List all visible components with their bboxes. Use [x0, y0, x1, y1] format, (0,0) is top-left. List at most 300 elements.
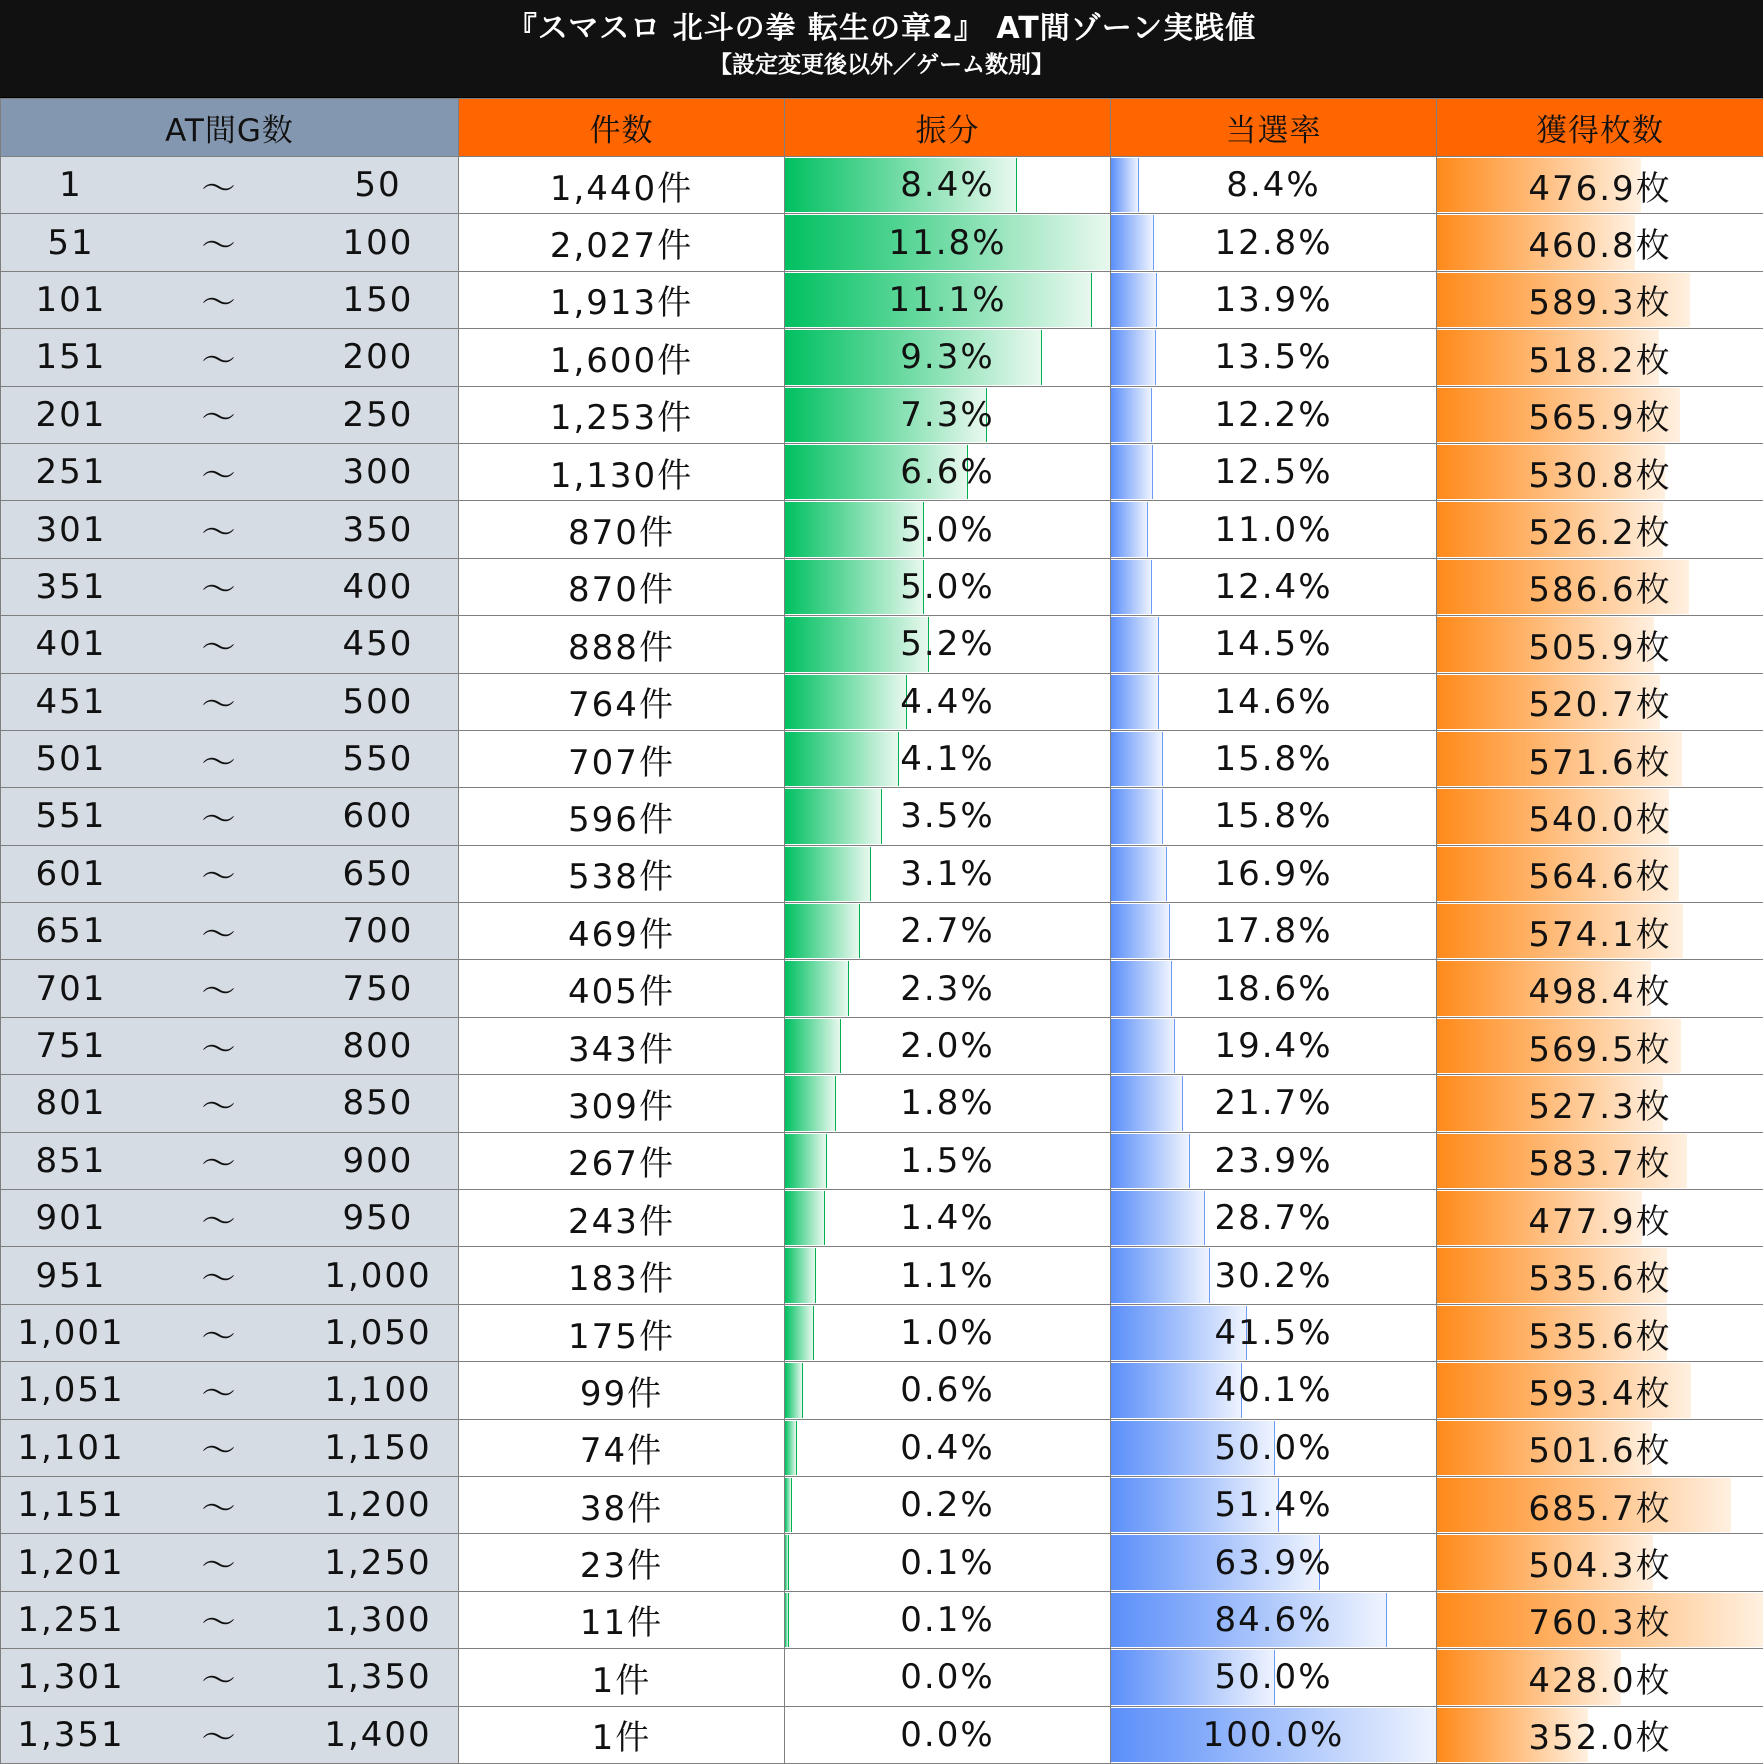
hit-rate-cell [1111, 1534, 1437, 1591]
header-coins: 獲得枚数 [1437, 99, 1763, 157]
distribution-cell-value: 11.8% [888, 223, 1006, 263]
hit-rate-cell [1111, 673, 1437, 730]
zone-table [0, 98, 1763, 1764]
count-cell: 1,253件 [459, 386, 785, 443]
range-cell [1, 214, 459, 271]
coins-cell-value: 428.0枚 [1528, 1661, 1671, 1701]
distribution-cell [785, 730, 1111, 787]
distribution-cell-value: 5.0% [900, 567, 994, 607]
distribution-bar [785, 1306, 814, 1360]
hit-rate-cell-value: 17.8% [1214, 911, 1332, 951]
table-row [1, 1132, 1763, 1189]
count-cell: 267件 [459, 1132, 785, 1189]
range-cell [1, 730, 459, 787]
range-tilde: ～ [190, 562, 250, 611]
table-row [1, 1017, 1763, 1074]
distribution-cell [785, 1649, 1111, 1706]
coins-cell [1437, 730, 1763, 787]
range-tilde: ～ [190, 333, 250, 382]
range-from: 1,151 [1, 1485, 141, 1525]
hit-rate-cell-value: 13.9% [1214, 280, 1332, 320]
hit-rate-cell [1111, 616, 1437, 673]
range-from: 651 [1, 911, 141, 951]
zone-table-body [1, 157, 1763, 1764]
range-cell [1, 1419, 459, 1476]
count-cell: 309件 [459, 1075, 785, 1132]
hit-rate-cell [1111, 845, 1437, 902]
coins-cell-value: 565.9枚 [1528, 398, 1671, 438]
range-to: 1,200 [298, 1485, 458, 1525]
hit-rate-bar [1111, 1248, 1210, 1302]
count-cell: 74件 [459, 1419, 785, 1476]
range-from: 1,101 [1, 1428, 141, 1468]
hit-rate-cell [1111, 1190, 1437, 1247]
count-cell: 596件 [459, 788, 785, 845]
coins-cell [1437, 1706, 1763, 1763]
range-from: 751 [1, 1026, 141, 1066]
range-tilde: ～ [190, 677, 250, 726]
range-tilde: ～ [190, 1022, 250, 1071]
hit-rate-bar [1111, 445, 1153, 499]
range-from: 101 [1, 280, 141, 320]
distribution-bar [785, 904, 860, 958]
range-to: 1,150 [298, 1428, 458, 1468]
count-cell: 764件 [459, 673, 785, 730]
range-values [1, 1194, 458, 1243]
range-tilde: ～ [190, 735, 250, 784]
range-from: 951 [1, 1256, 141, 1296]
distribution-cell [785, 386, 1111, 443]
range-cell [1, 1304, 459, 1361]
range-cell [1, 501, 459, 558]
range-to: 650 [298, 854, 458, 894]
range-values [1, 275, 458, 324]
hit-rate-cell-value: 12.8% [1214, 223, 1332, 263]
distribution-cell [785, 1132, 1111, 1189]
distribution-bar [785, 1593, 789, 1647]
range-to: 800 [298, 1026, 458, 1066]
range-values [1, 849, 458, 898]
coins-cell [1437, 214, 1763, 271]
coins-cell-value: 352.0枚 [1528, 1718, 1671, 1758]
coins-cell [1437, 1132, 1763, 1189]
range-tilde: ～ [190, 964, 250, 1013]
range-to: 1,350 [298, 1657, 458, 1697]
range-from: 801 [1, 1083, 141, 1123]
range-tilde: ～ [190, 1653, 250, 1702]
range-values [1, 1136, 458, 1185]
distribution-cell [785, 1190, 1111, 1247]
table-row [1, 1190, 1763, 1247]
header-at-games: AT間G数 [1, 99, 459, 157]
distribution-cell-value: 5.0% [900, 510, 994, 550]
range-values [1, 1022, 458, 1071]
hit-rate-bar [1111, 789, 1163, 843]
range-from: 1,201 [1, 1543, 141, 1583]
hit-rate-cell [1111, 1017, 1437, 1074]
distribution-cell-value: 0.2% [900, 1485, 994, 1525]
coins-cell [1437, 616, 1763, 673]
range-cell [1, 1190, 459, 1247]
range-to: 750 [298, 969, 458, 1009]
hit-rate-bar [1111, 330, 1156, 384]
hit-rate-cell [1111, 1476, 1437, 1533]
coins-cell-value: 571.6枚 [1528, 743, 1671, 783]
range-to: 350 [298, 510, 458, 550]
count-cell: 38件 [459, 1476, 785, 1533]
distribution-cell-value: 5.2% [900, 624, 994, 664]
range-tilde: ～ [190, 1366, 250, 1415]
table-row [1, 903, 1763, 960]
range-from: 1,051 [1, 1370, 141, 1410]
range-from: 451 [1, 682, 141, 722]
distribution-bar [785, 1478, 792, 1532]
range-values [1, 390, 458, 439]
range-to: 300 [298, 452, 458, 492]
hit-rate-cell-value: 63.9% [1214, 1543, 1332, 1583]
distribution-cell [785, 1075, 1111, 1132]
coins-cell-value: 460.8枚 [1528, 226, 1671, 266]
range-to: 850 [298, 1083, 458, 1123]
range-values [1, 1079, 458, 1128]
distribution-cell [785, 845, 1111, 902]
range-tilde: ～ [190, 620, 250, 669]
hit-rate-cell-value: 100.0% [1203, 1715, 1345, 1755]
range-from: 201 [1, 395, 141, 435]
hit-rate-cell [1111, 443, 1437, 500]
coins-cell [1437, 443, 1763, 500]
count-cell: 183件 [459, 1247, 785, 1304]
hit-rate-cell-value: 18.6% [1214, 969, 1332, 1009]
range-values [1, 907, 458, 956]
range-values [1, 161, 458, 210]
hit-rate-cell-value: 41.5% [1214, 1313, 1332, 1353]
count-cell: 99件 [459, 1362, 785, 1419]
coins-cell [1437, 558, 1763, 615]
range-cell [1, 443, 459, 500]
distribution-cell-value: 0.0% [900, 1657, 994, 1697]
range-tilde: ～ [190, 505, 250, 554]
range-to: 1,250 [298, 1543, 458, 1583]
coins-cell-value: 530.8枚 [1528, 456, 1671, 496]
table-row [1, 1591, 1763, 1648]
hit-rate-bar [1111, 158, 1139, 212]
hit-rate-cell-value: 21.7% [1214, 1083, 1332, 1123]
hit-rate-cell [1111, 1132, 1437, 1189]
coins-cell [1437, 1534, 1763, 1591]
hit-rate-cell-value: 12.2% [1214, 395, 1332, 435]
range-to: 550 [298, 739, 458, 779]
count-cell: 405件 [459, 960, 785, 1017]
hit-rate-cell [1111, 157, 1437, 214]
hit-rate-bar [1111, 1134, 1190, 1188]
range-from: 851 [1, 1141, 141, 1181]
count-cell: 175件 [459, 1304, 785, 1361]
count-cell: 888件 [459, 616, 785, 673]
range-tilde: ～ [190, 1136, 250, 1185]
range-tilde: ～ [190, 1538, 250, 1587]
coins-cell-value: 505.9枚 [1528, 628, 1671, 668]
table-row [1, 1075, 1763, 1132]
range-values [1, 218, 458, 267]
coins-cell [1437, 1075, 1763, 1132]
distribution-cell-value: 4.4% [900, 682, 994, 722]
hit-rate-cell [1111, 1649, 1437, 1706]
range-cell [1, 329, 459, 386]
coins-cell [1437, 501, 1763, 558]
distribution-cell [785, 558, 1111, 615]
distribution-bar [785, 1535, 789, 1589]
table-row [1, 558, 1763, 615]
range-values [1, 333, 458, 382]
coins-cell-value: 476.9枚 [1528, 169, 1671, 209]
range-from: 901 [1, 1198, 141, 1238]
table-row [1, 1247, 1763, 1304]
distribution-bar [785, 961, 849, 1015]
coins-cell [1437, 1304, 1763, 1361]
coins-cell [1437, 903, 1763, 960]
count-cell: 23件 [459, 1534, 785, 1591]
hit-rate-cell [1111, 903, 1437, 960]
range-cell [1, 1649, 459, 1706]
count-cell: 1件 [459, 1649, 785, 1706]
distribution-cell-value: 1.4% [900, 1198, 994, 1238]
table-row [1, 1419, 1763, 1476]
table-row [1, 157, 1763, 214]
range-to: 450 [298, 624, 458, 664]
distribution-cell [785, 1476, 1111, 1533]
hit-rate-cell-value: 50.0% [1214, 1657, 1332, 1697]
hit-rate-cell-value: 13.5% [1214, 337, 1332, 377]
coins-cell-value: 526.2枚 [1528, 513, 1671, 553]
header-row [1, 99, 1763, 157]
distribution-cell [785, 443, 1111, 500]
hit-rate-cell [1111, 558, 1437, 615]
distribution-cell [785, 1591, 1111, 1648]
distribution-cell-value: 1.5% [900, 1141, 994, 1181]
range-to: 400 [298, 567, 458, 607]
table-row [1, 788, 1763, 845]
coins-cell-value: 520.7枚 [1528, 685, 1671, 725]
distribution-cell [785, 329, 1111, 386]
distribution-cell-value: 3.5% [900, 796, 994, 836]
table-row [1, 1362, 1763, 1419]
table-row [1, 443, 1763, 500]
coins-cell [1437, 1591, 1763, 1648]
coins-cell [1437, 845, 1763, 902]
count-cell: 707件 [459, 730, 785, 787]
range-to: 100 [298, 223, 458, 263]
coins-cell [1437, 1649, 1763, 1706]
table-row [1, 1476, 1763, 1533]
distribution-cell-value: 0.1% [900, 1543, 994, 1583]
distribution-cell [785, 1017, 1111, 1074]
range-to: 1,050 [298, 1313, 458, 1353]
range-cell [1, 386, 459, 443]
range-from: 51 [1, 223, 141, 263]
distribution-cell [785, 960, 1111, 1017]
hit-rate-bar [1111, 732, 1163, 786]
table-row [1, 501, 1763, 558]
range-from: 151 [1, 337, 141, 377]
coins-cell [1437, 271, 1763, 328]
range-values [1, 677, 458, 726]
range-values [1, 964, 458, 1013]
range-to: 900 [298, 1141, 458, 1181]
range-values [1, 1710, 458, 1759]
header-hit-rate: 当選率 [1111, 99, 1437, 157]
count-cell: 11件 [459, 1591, 785, 1648]
count-cell: 1,600件 [459, 329, 785, 386]
range-cell [1, 1247, 459, 1304]
range-from: 601 [1, 854, 141, 894]
coins-cell-value: 501.6枚 [1528, 1431, 1671, 1471]
range-to: 1,100 [298, 1370, 458, 1410]
distribution-cell-value: 1.0% [900, 1313, 994, 1353]
range-cell [1, 1017, 459, 1074]
coins-cell [1437, 1362, 1763, 1419]
coins-cell-value: 569.5枚 [1528, 1030, 1671, 1070]
coins-cell [1437, 1017, 1763, 1074]
hit-rate-cell [1111, 788, 1437, 845]
count-cell: 2,027件 [459, 214, 785, 271]
range-tilde: ～ [190, 1194, 250, 1243]
hit-rate-cell [1111, 214, 1437, 271]
hit-rate-bar [1111, 1076, 1183, 1130]
distribution-cell-value: 9.3% [900, 337, 994, 377]
range-from: 1 [1, 165, 141, 205]
distribution-cell-value: 0.0% [900, 1715, 994, 1755]
range-to: 50 [298, 165, 458, 205]
page-title: 『スマスロ 北斗の拳 転生の章2』 AT間ゾーン実践値 [0, 0, 1763, 44]
distribution-bar [785, 1019, 841, 1073]
range-tilde: ～ [190, 1079, 250, 1128]
distribution-cell [785, 616, 1111, 673]
hit-rate-cell [1111, 329, 1437, 386]
count-cell: 1件 [459, 1706, 785, 1763]
range-tilde: ～ [190, 448, 250, 497]
hit-rate-bar [1111, 1019, 1175, 1073]
hit-rate-cell-value: 51.4% [1214, 1485, 1332, 1525]
range-cell [1, 1534, 459, 1591]
range-from: 301 [1, 510, 141, 550]
range-values [1, 1251, 458, 1300]
hit-rate-cell-value: 19.4% [1214, 1026, 1332, 1066]
range-tilde: ～ [190, 849, 250, 898]
hit-rate-cell [1111, 1362, 1437, 1419]
hit-rate-bar [1111, 388, 1152, 442]
distribution-cell [785, 157, 1111, 214]
range-to: 600 [298, 796, 458, 836]
range-values [1, 1309, 458, 1358]
distribution-bar [785, 1191, 825, 1245]
hit-rate-cell-value: 40.1% [1214, 1370, 1332, 1410]
range-to: 1,300 [298, 1600, 458, 1640]
range-cell [1, 616, 459, 673]
count-cell: 1,913件 [459, 271, 785, 328]
distribution-cell [785, 1304, 1111, 1361]
hit-rate-cell-value: 84.6% [1214, 1600, 1332, 1640]
coins-cell [1437, 1419, 1763, 1476]
range-values [1, 735, 458, 784]
hit-rate-cell [1111, 1706, 1437, 1763]
table-row [1, 960, 1763, 1017]
range-from: 1,001 [1, 1313, 141, 1353]
hit-rate-cell-value: 12.4% [1214, 567, 1332, 607]
distribution-bar [785, 732, 899, 786]
header-distribution: 振分 [785, 99, 1111, 157]
range-cell [1, 960, 459, 1017]
table-row [1, 329, 1763, 386]
hit-rate-bar [1111, 961, 1172, 1015]
coins-cell [1437, 788, 1763, 845]
coins-cell-value: 574.1枚 [1528, 915, 1671, 955]
hit-rate-cell-value: 14.5% [1214, 624, 1332, 664]
range-cell [1, 788, 459, 845]
range-tilde: ～ [190, 275, 250, 324]
hit-rate-cell-value: 23.9% [1214, 1141, 1332, 1181]
range-to: 950 [298, 1198, 458, 1238]
hit-rate-cell [1111, 501, 1437, 558]
range-tilde: ～ [190, 1595, 250, 1644]
hit-rate-cell [1111, 386, 1437, 443]
distribution-bar [785, 847, 871, 901]
hit-rate-cell [1111, 271, 1437, 328]
hit-rate-bar [1111, 273, 1157, 327]
distribution-cell-value: 0.4% [900, 1428, 994, 1468]
range-from: 551 [1, 796, 141, 836]
range-cell [1, 1591, 459, 1648]
coins-cell-value: 540.0枚 [1528, 800, 1671, 840]
distribution-cell-value: 0.6% [900, 1370, 994, 1410]
distribution-bar [785, 675, 907, 729]
hit-rate-bar [1111, 215, 1154, 269]
range-to: 700 [298, 911, 458, 951]
distribution-cell-value: 7.3% [900, 395, 994, 435]
range-tilde: ～ [190, 1423, 250, 1472]
range-cell [1, 1476, 459, 1533]
hit-rate-cell-value: 14.6% [1214, 682, 1332, 722]
coins-cell-value: 589.3枚 [1528, 283, 1671, 323]
count-cell: 870件 [459, 558, 785, 615]
range-from: 401 [1, 624, 141, 664]
coins-cell-value: 760.3枚 [1528, 1603, 1671, 1643]
hit-rate-cell [1111, 1247, 1437, 1304]
range-values [1, 620, 458, 669]
distribution-cell-value: 4.1% [900, 739, 994, 779]
hit-rate-bar [1111, 502, 1148, 556]
table-row [1, 673, 1763, 730]
distribution-cell-value: 3.1% [900, 854, 994, 894]
header-count: 件数 [459, 99, 785, 157]
range-from: 1,251 [1, 1600, 141, 1640]
coins-cell [1437, 157, 1763, 214]
hit-rate-cell-value: 11.0% [1214, 510, 1332, 550]
coins-cell [1437, 1190, 1763, 1247]
distribution-cell [785, 1534, 1111, 1591]
count-cell: 343件 [459, 1017, 785, 1074]
coins-cell [1437, 960, 1763, 1017]
range-cell [1, 845, 459, 902]
hit-rate-cell [1111, 730, 1437, 787]
distribution-cell-value: 6.6% [900, 452, 994, 492]
coins-cell-value: 504.3枚 [1528, 1546, 1671, 1586]
distribution-cell [785, 501, 1111, 558]
distribution-cell [785, 1247, 1111, 1304]
distribution-cell-value: 2.3% [900, 969, 994, 1009]
hit-rate-bar [1111, 847, 1167, 901]
distribution-cell [785, 271, 1111, 328]
